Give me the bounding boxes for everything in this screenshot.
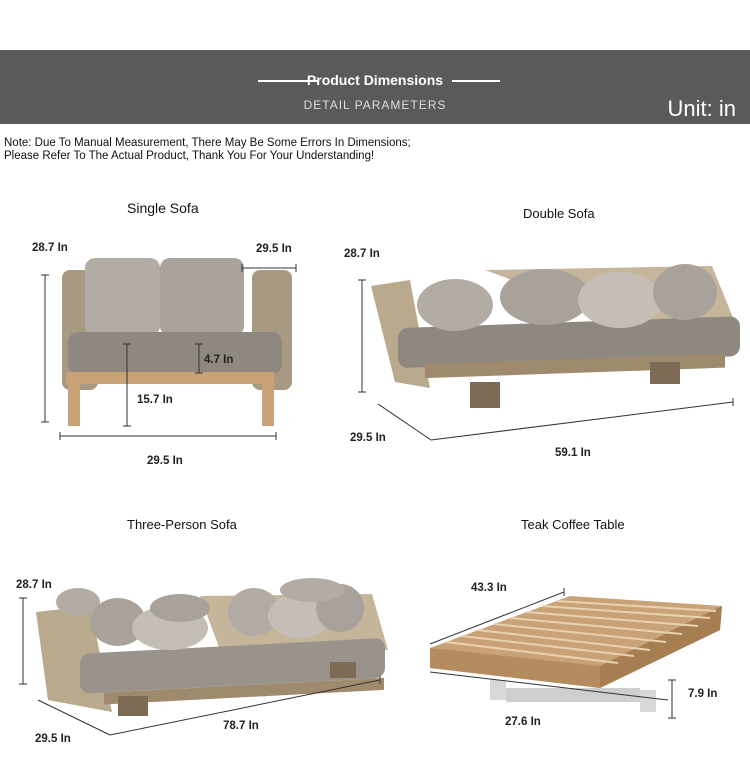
coffee-table-height-label: 7.9 In — [688, 688, 718, 700]
three-person-sofa-depth-label: 29.5 In — [35, 733, 71, 745]
coffee-table-image — [430, 596, 722, 712]
single-sofa-cushion-label: 4.7 In — [204, 354, 234, 366]
double-sofa-height-label: 28.7 In — [344, 248, 380, 260]
single-sofa-depth-label: 29.5 In — [256, 243, 292, 255]
coffee-table-title: Teak Coffee Table — [521, 517, 625, 532]
single-sofa-seat-height-label: 15.7 In — [137, 394, 173, 406]
three-person-sofa-width-label: 78.7 In — [223, 720, 259, 732]
single-sofa-title: Single Sofa — [127, 200, 199, 216]
banner-subtitle: DETAIL PARAMETERS — [303, 98, 447, 112]
three-person-sofa-height-label: 28.7 In — [16, 579, 52, 591]
three-person-sofa-image — [36, 578, 388, 716]
banner-title: Product Dimensions — [306, 72, 444, 88]
double-sofa-title: Double Sofa — [523, 206, 595, 221]
single-sofa-width-label: 29.5 In — [147, 455, 183, 467]
coffee-table-length-label: 43.3 In — [471, 582, 507, 594]
note-line-2: Please Refer To The Actual Product, Thank You For Your Understanding! — [4, 150, 375, 162]
single-sofa-height-label: 28.7 In — [32, 242, 68, 254]
note-line-1: Note: Due To Manual Measurement, There May Be Some Errors In Dimensions; — [4, 137, 411, 149]
coffee-table-width-label: 27.6 In — [505, 716, 541, 728]
unit-label: Unit: in — [667, 96, 736, 121]
double-sofa-image — [371, 264, 740, 408]
double-sofa-width-label: 59.1 In — [555, 447, 591, 459]
single-sofa-image — [62, 258, 292, 426]
three-person-sofa-title: Three-Person Sofa — [127, 517, 237, 532]
double-sofa-depth-label: 29.5 In — [350, 432, 386, 444]
